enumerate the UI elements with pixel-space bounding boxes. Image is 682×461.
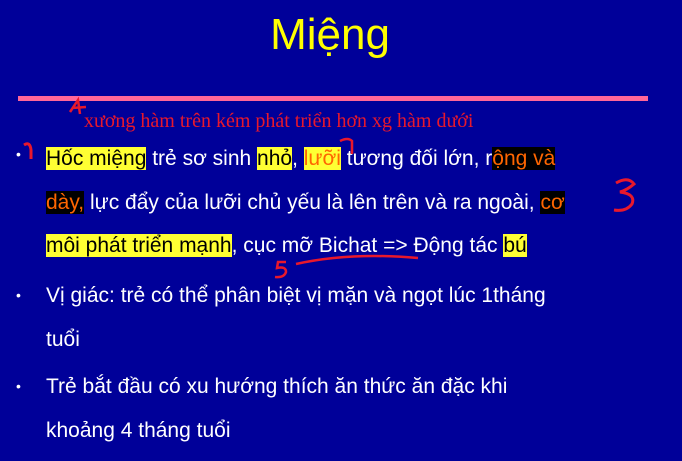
bullet-dot: • [16,378,21,394]
ink-mark-1a [24,144,31,159]
ink-mark-5 [275,262,286,277]
highlight-hoc-mieng: Hốc miệng [46,147,147,170]
bullet-dot: • [16,287,21,303]
highlight-day: dày, [46,191,85,214]
highlight-co: cơ [540,191,565,214]
slide-title: Miệng [270,10,390,59]
handwritten-annotation: xương hàm trên kém phát triển hơn xg hàm dưới [84,110,474,132]
highlight-moi-phat-trien: môi phát triển mạnh [46,234,232,257]
bullet-2-line-1: Vị giác: trẻ có thể phân biệt vị mặn và ngọt lúc 1tháng [46,284,546,307]
bullet-1-line-1: Hốc miệng trẻ sơ sinh nhỏ, lưỡi tương đối lớn, rộng và [46,147,556,170]
highlight-bu: bú [503,234,527,257]
ink-mark-3 [614,180,634,211]
bullet-1-line-2: dày, lực đẩy của lưỡi chủ yếu là lên trên và ra ngoài, cơ [46,191,565,214]
highlight-nho: nhỏ [257,147,293,170]
highlight-luoi: lưỡi [303,147,341,170]
bullet-3-line-2: khoảng 4 tháng tuổi [46,419,231,442]
highlight-rong-va: ộng và [492,147,556,170]
bullet-2-line-2: tuổi [46,328,80,351]
bullet-1-line-3: môi phát triển mạnh, cục mỡ Bichat => Động tác bú [46,234,527,257]
bullet-dot: • [16,146,21,162]
title-divider [18,96,648,101]
bullet-3-line-1: Trẻ bắt đầu có xu hướng thích ăn thức ăn đặc khi [46,375,508,398]
